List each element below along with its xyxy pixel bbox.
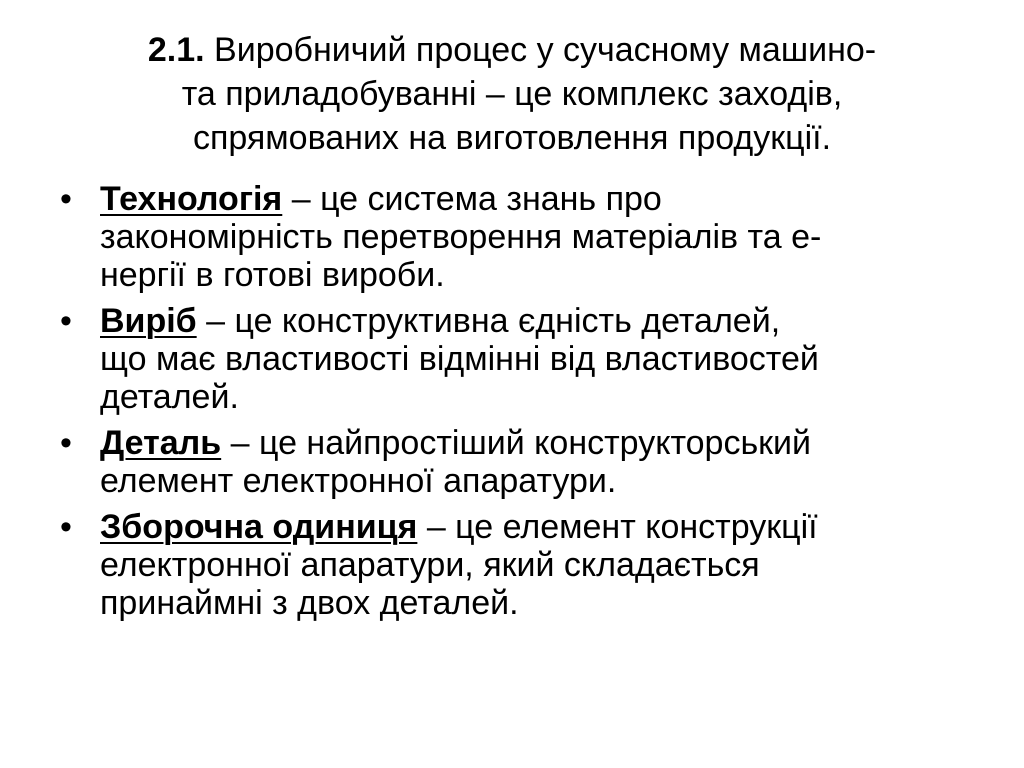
definition-line: елемент електронної апаратури. xyxy=(100,462,617,500)
definition-line: закономірність перетворення матеріалів та е- xyxy=(100,218,822,256)
definition-line: нергії в готові вироби. xyxy=(100,256,445,294)
bullet-icon: • xyxy=(60,302,72,340)
definition-list xyxy=(58,180,958,630)
title-line-1 xyxy=(60,28,964,72)
definition-text: – це елемент конструкції xyxy=(417,508,818,546)
definition-item-part xyxy=(58,424,958,500)
slide-title xyxy=(60,28,964,160)
section-number: 2.1. xyxy=(147,31,205,69)
definition-item-technology xyxy=(58,180,958,294)
definition-line xyxy=(100,508,958,546)
definition-line: що має властивості відмінні від властивостей xyxy=(100,340,819,378)
definition-line xyxy=(100,424,958,462)
definition-term: Зборочна одиниця xyxy=(100,508,418,546)
bullet-icon: • xyxy=(60,180,72,218)
bullet-icon: • xyxy=(60,508,72,546)
definition-text: – це конструктивна єдність деталей, xyxy=(196,302,781,340)
title-line-2: та приладобуванні – це комплекс заходів, xyxy=(181,75,843,113)
definition-term: Виріб xyxy=(100,302,197,340)
definition-item-product xyxy=(58,302,958,416)
definition-term: Технологія xyxy=(100,180,283,218)
bullet-icon: • xyxy=(60,424,72,462)
title-line-1-text: Виробничий процес у сучасному машино- xyxy=(204,31,877,69)
definition-text: – це система знань про xyxy=(282,180,662,218)
definition-line xyxy=(100,302,958,340)
definition-line: електронної апаратури, який складається xyxy=(100,546,760,584)
definition-term: Деталь xyxy=(100,424,222,462)
definition-line: деталей. xyxy=(100,378,239,416)
definition-line xyxy=(100,180,958,218)
definition-line: принаймні з двох деталей. xyxy=(100,584,519,622)
definition-item-assembly-unit xyxy=(58,508,958,622)
title-line-3: спрямованих на виготовлення продукції. xyxy=(192,119,832,157)
definition-text: – це найпростіший конструкторський xyxy=(221,424,812,462)
